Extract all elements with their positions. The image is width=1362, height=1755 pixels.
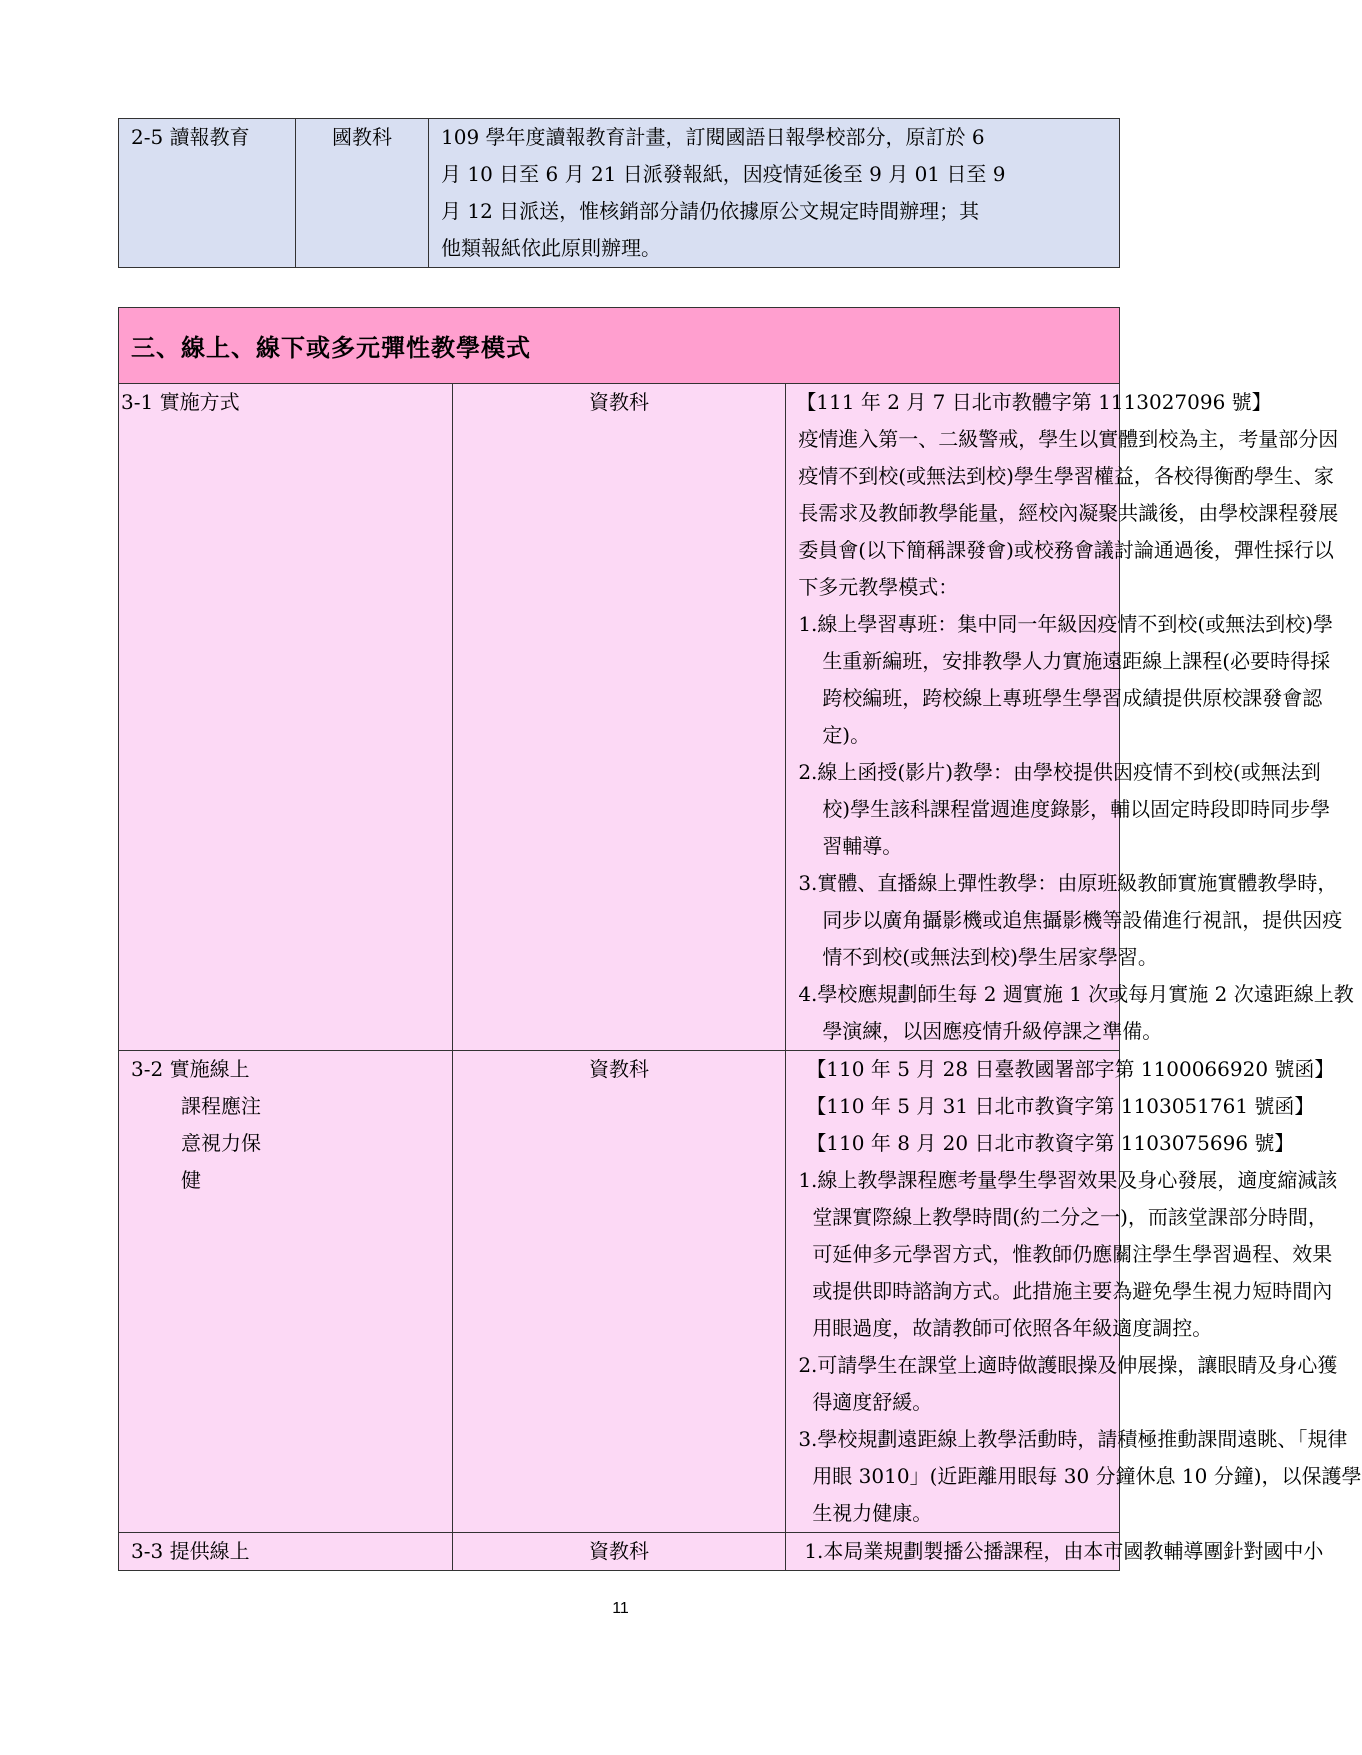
item-cell [119,384,453,1051]
content-cell [429,119,1120,268]
list-line: 情不到校(或無法到校)學生居家學習。 [822,945,1158,969]
list-item [798,865,1343,976]
content-line: 長需求及教師教學能量，經校內凝聚共識後，由學校課程發展 [798,501,1339,525]
section-header-row [119,308,1120,384]
content-line: 月 12 日派送，惟核銷部分請仍依據原公文規定時間辦理；其 [441,199,980,223]
list-line: 學演練，以因應疫情升級停課之準備。 [822,1019,1163,1043]
dept-label: 資教科 [588,1057,649,1081]
list-line: 同步以廣角攝影機或追焦攝影機等設備進行視訊，提供因疫 [822,908,1343,932]
item-cell [119,119,296,268]
content-line: 疫情進入第一、二級警戒，學生以實體到校為主，考量部分因 [798,427,1339,451]
item-label: 3-3 提供線上 [131,1539,250,1563]
content-line: 他類報紙依此原則辦理。 [441,236,661,260]
document-reference: 【110 年 8 月 20 日北市教資字第 1103075696 號】 [806,1131,1295,1155]
content-cell [786,1051,1362,1533]
content-line: 委員會(以下簡稱課發會)或校務會議討論通過後，彈性採行以 [798,538,1334,562]
dept-cell [452,1051,786,1533]
table-row [119,384,1120,1051]
content-line: 月 10 日至 6 月 21 日派發報紙，因疫情延後至 9 月 01 日至 9 [441,162,1006,186]
item-label-line: 課程應注 [181,1094,261,1118]
list-line: 或提供即時諮詢方式。此措施主要為避免學生視力短時間內 [812,1279,1333,1303]
list-line: 校)學生該科課程當週進度錄影，輔以固定時段即時同步學 [822,797,1331,821]
list-line: 用眼過度，故請教師可依照各年級適度調控。 [812,1316,1213,1340]
dept-cell [296,119,429,268]
item-label: 3-1 實施方式 [121,390,240,414]
list-item [798,606,1333,754]
list-line: 生視力健康。 [812,1501,933,1525]
list-item [798,1347,1338,1421]
table-row [119,1051,1120,1533]
content-line: 下多元教學模式： [798,575,959,599]
dept-label: 資教科 [588,1539,649,1563]
table-teaching-modes [118,307,1362,1571]
dept-cell [452,384,786,1051]
list-line: 可延伸多元學習方式，惟教師仍應關注學生學習過程、效果 [812,1242,1333,1266]
list-item [798,1162,1338,1347]
item-cell [119,1533,453,1571]
content-line: 疫情不到校(或無法到校)學生學習權益，各校得衡酌學生、家 [798,464,1334,488]
list-line: 1.線上學習專班：集中同一年級因疫情不到校(或無法到校)學 [798,612,1333,636]
content-line: 1.本局業規劃製播公播課程，由本市國教輔導團針對國中小 [804,1539,1324,1563]
list-line: 定)。 [822,723,871,747]
item-label [119,1051,452,1199]
content-body [786,384,1354,1050]
list-line: 3.學校規劃遠距線上教學活動時，請積極推動課間遠眺、「規律 [798,1427,1348,1451]
content-body [786,1051,1362,1532]
content-line: 109 學年度讀報教育計畫，訂閱國語日報學校部分，原訂於 6 [441,125,985,149]
list-line: 得適度舒緩。 [812,1390,933,1414]
document-reference: 【111 年 2 月 7 日北市教體字第 1113027096 號】 [796,390,1272,414]
page-number: 11 [612,1600,629,1617]
table-row [119,119,1120,268]
list-line: 堂課實際線上教學時間(約二分之一)，而該堂課部分時間， [812,1205,1328,1229]
list-item [798,754,1331,865]
document-reference: 【110 年 5 月 28 日臺教國署部字第 1100066920 號函】 [806,1057,1335,1081]
table-reading-education [118,118,1120,268]
dept-cell [452,1533,786,1571]
content-body [786,1533,1324,1570]
list-line: 1.線上教學課程應考量學生學習效果及身心發展，適度縮減該 [798,1168,1338,1192]
content-body [429,119,1119,267]
dept-label: 資教科 [588,390,649,414]
list-line: 3.實體、直播線上彈性教學：由原班級教師實施實體教學時， [798,871,1338,895]
content-cell [786,1533,1324,1571]
item-label-line: 健 [181,1168,201,1192]
content-cell [786,384,1354,1051]
list-line: 用眼 3010」(近距離用眼每 30 分鐘休息 10 分鐘)，以保護學 [812,1464,1362,1488]
item-label-line: 3-2 實施線上 [131,1057,250,1081]
list-line: 生重新編班，安排教學人力實施遠距線上課程(必要時得採 [822,649,1331,673]
list-item [798,976,1354,1050]
list-line: 2.線上函授(影片)教學：由學校提供因疫情不到校(或無法到 [798,760,1321,784]
list-line: 跨校編班，跨校線上專班學生學習成績提供原校課發會認 [822,686,1323,710]
section-title: 三、線上、線下或多元彈性教學模式 [119,308,1120,384]
item-label: 2-5 讀報教育 [131,125,250,149]
dept-label: 國教科 [332,125,392,149]
document-reference: 【110 年 5 月 31 日北市教資字第 1103051761 號函】 [806,1094,1315,1118]
list-item [798,1421,1362,1532]
list-line: 4.學校應規劃師生每 2 週實施 1 次或每月實施 2 次遠距線上教 [798,982,1354,1006]
item-label-line: 意視力保 [181,1131,261,1155]
table-row [119,1533,1120,1571]
item-cell [119,1051,453,1533]
list-line: 習輔導。 [822,834,903,858]
list-line: 2.可請學生在課堂上適時做護眼操及伸展操，讓眼睛及身心獲 [798,1353,1338,1377]
